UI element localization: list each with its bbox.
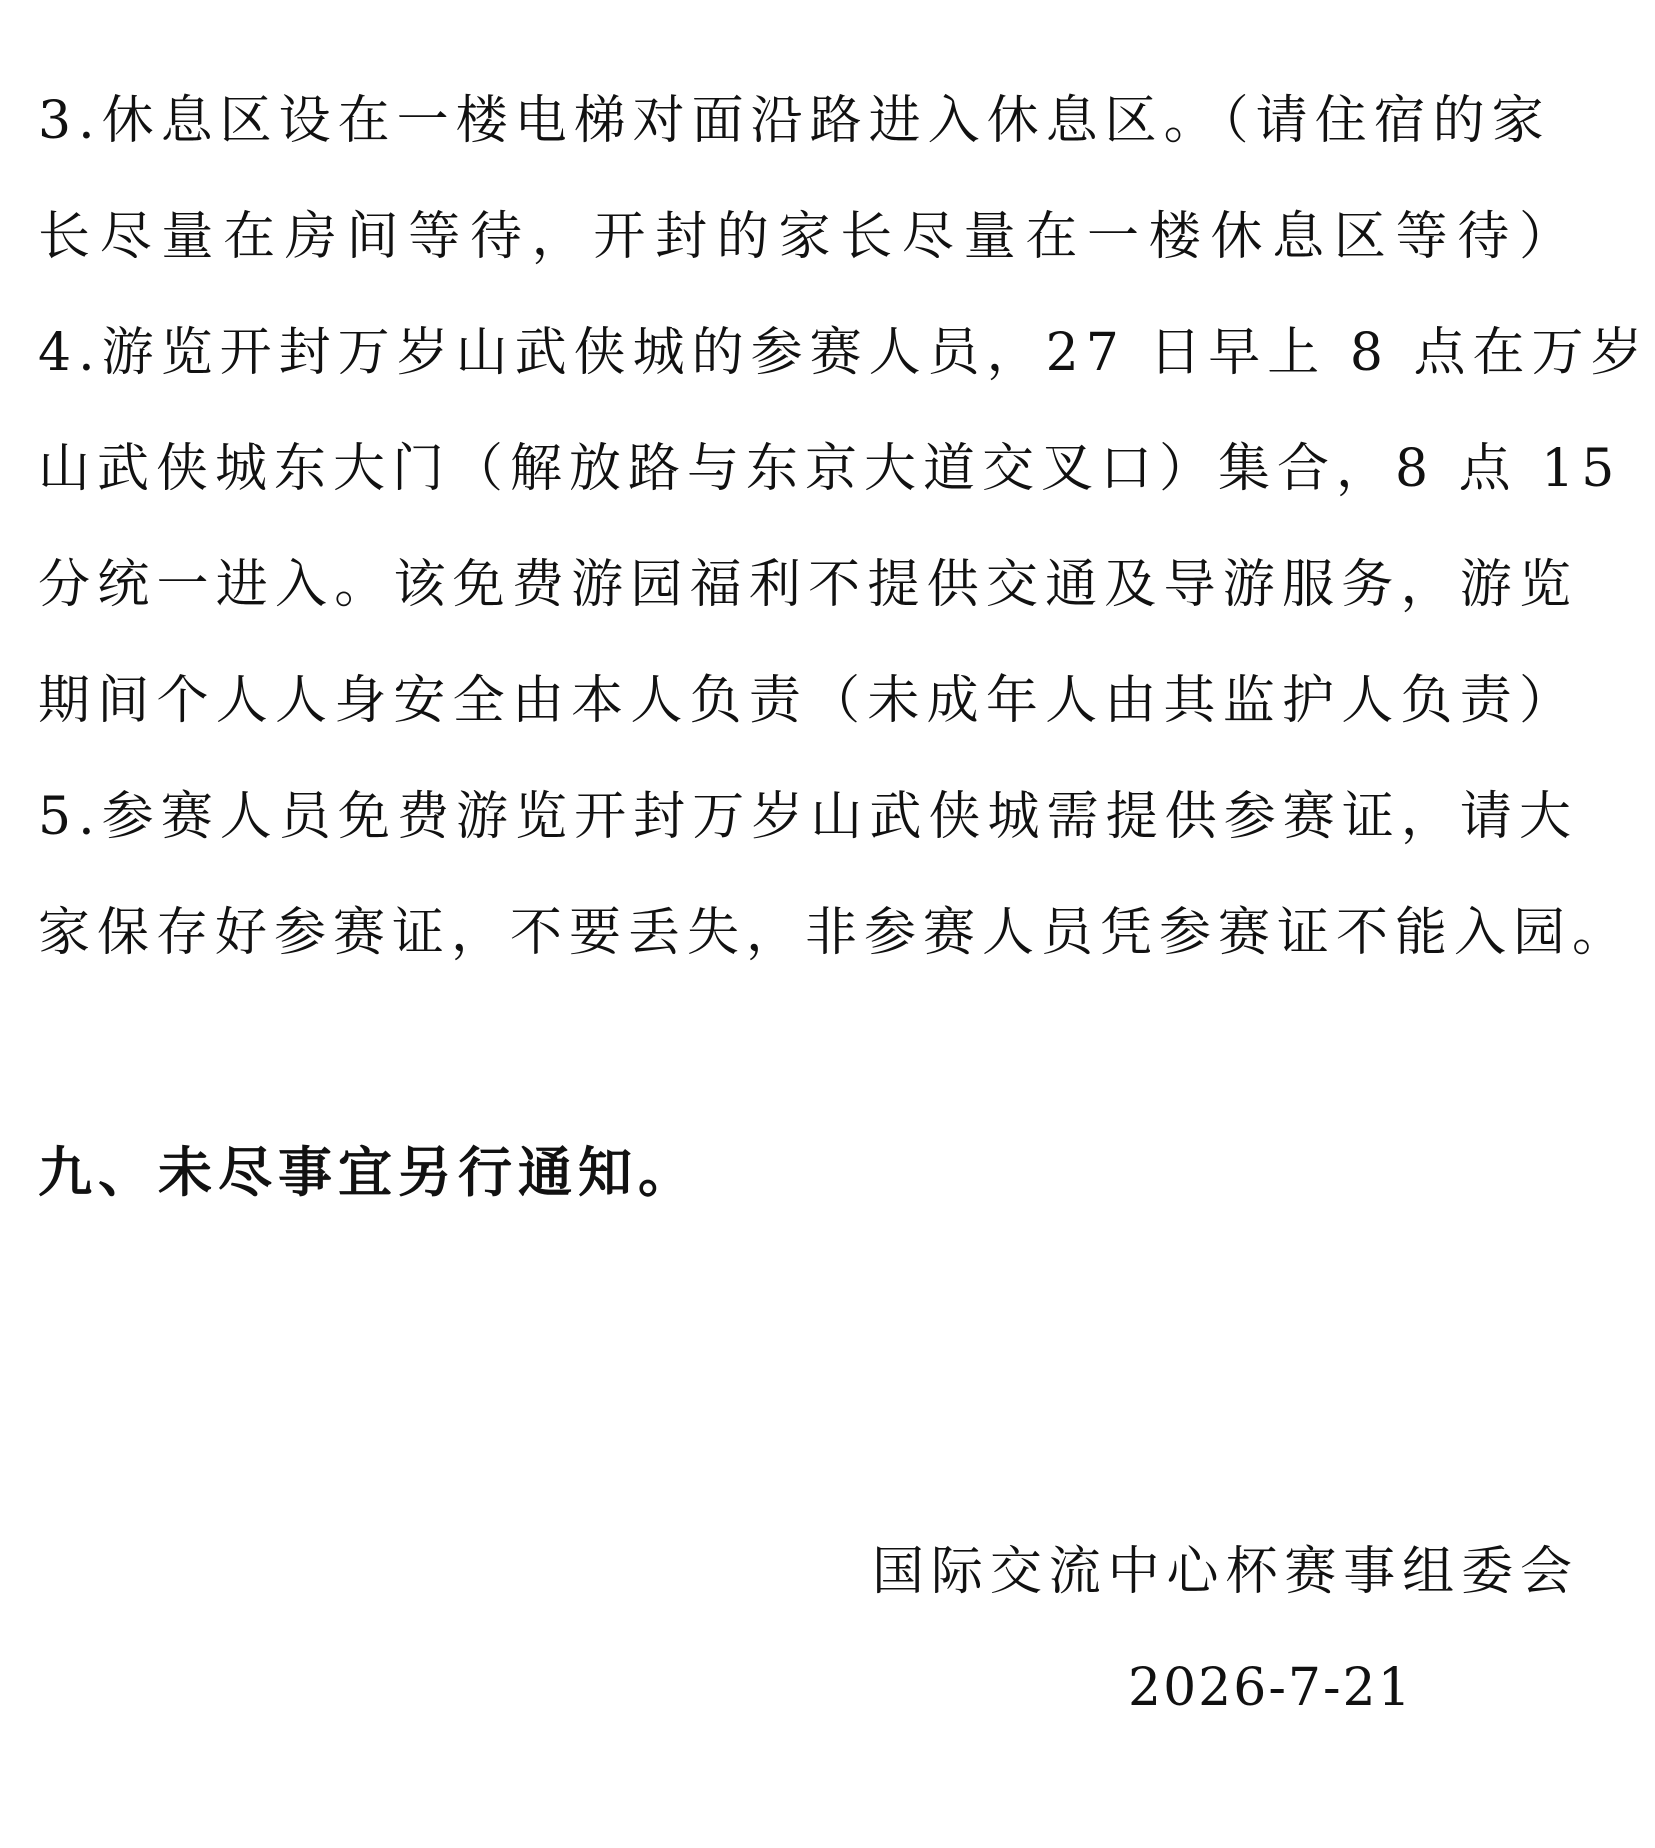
notice-item-4-line-1: 4.游览开封万岁山武侠城的参赛人员，27 日早上 8 点在万岁	[38, 323, 1650, 383]
notice-item-4-line-4: 期间个人人身安全由本人负责（未成年人由其监护人负责）	[38, 671, 1578, 731]
notice-item-3-line-2: 长尽量在房间等待，开封的家长尽量在一楼休息区等待）	[38, 207, 1578, 267]
section-nine-heading: 九、未尽事宜另行通知。	[38, 1140, 698, 1204]
notice-item-5-line-1: 5.参赛人员免费游览开封万岁山武侠城需提供参赛证，请大	[38, 787, 1578, 847]
notice-item-3-line-1: 3.休息区设在一楼电梯对面沿路进入休息区。（请住宿的家	[38, 91, 1551, 151]
signature-date: 2026-7-21	[1128, 1658, 1413, 1718]
notice-item-4-line-3: 分统一进入。该免费游园福利不提供交通及导游服务，游览	[38, 555, 1578, 615]
notice-item-4-line-2: 山武侠城东大门（解放路与东京大道交叉口）集合，8 点 15	[38, 439, 1622, 499]
notice-item-5-line-2: 家保存好参赛证，不要丢失，非参赛人员凭参赛证不能入园。	[38, 903, 1632, 963]
signature-organization: 国际交流中心杯赛事组委会	[872, 1542, 1578, 1602]
